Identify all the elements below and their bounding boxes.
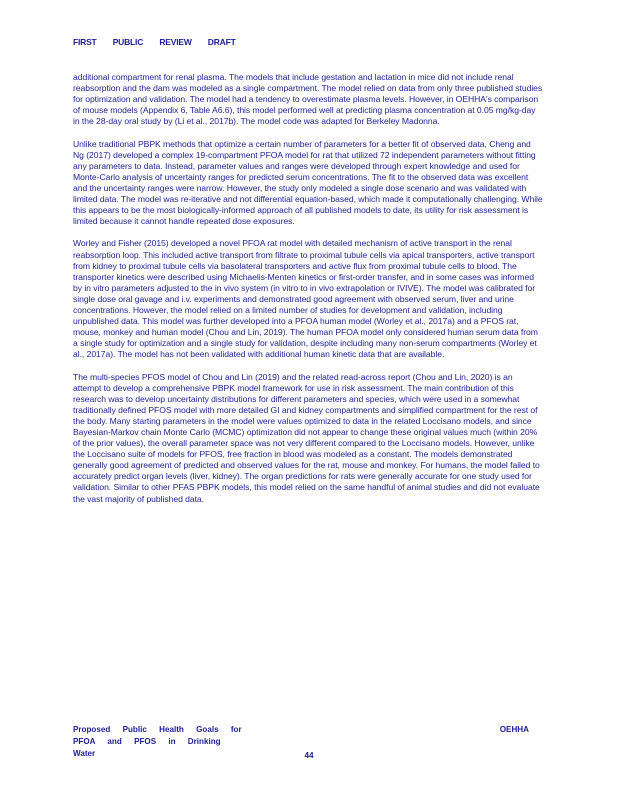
footer-organization: OEHHA (499, 725, 529, 734)
document-body (73, 72, 543, 516)
paragraph-4: The multi-species PFOS model of Chou and Lin (2019) and the related read-across report (Chou and Lin, 2020) is an attempt to develop a comprehensive PBPK model framework for use in risk assessment. The main contribution of this research was to develop uncertainty distributions for different parameters and species, which were used in a somewhat traditionally defined PFOS model with more detailed GI and kidney compartments and simplified compartment for the rest of the body. Many starting parameters in the model were values optimized to data in the related Loccisano models, and since Bayesian-Markov chain Monte Carlo (MCMC) optimization did not appear to change these original values much (within 20% of the prior values), the overall parameter space was not very different compared to the Loccisano models. However, unlike the Loccisano suite of models for PFOS, free fraction in blood was modeled as a constant. The models demonstrated generally good agreement of predicted and observed values for the rat, mouse and monkey. For humans, the model failed to accurately predict organ levels (liver, kidney). The organ predictions for rats were generally accurate for one study used for validation. Similar to other PFAS PBPK models, this model relied on the same handful of animal studies and did not evaluate the vast majority of published data. (73, 371, 540, 504)
footer-document-title: Proposed Public Health Goals for PFOA and PFOS in Drinking Water (73, 725, 242, 758)
paragraph-2: Unlike traditional PBPK methods that optimize a certain number of parameters for a better fit of observed data, Cheng and Ng (2017) developed a complex 19-compartment PFOA model for rat that utilized 72 independent parameters without fitting any parameters to data. Instead, parameter values and ranges were developed through expert knowledge and used for Monte-Carlo analysis of uncertainty ranges for predicted serum concentrations. The fit to the observed data was excellent and the uncertainty ranges were narrow. However, the study only modeled a single dose scenario and was validated with limited data. The model was re-iterative and not differential equation-based, which made it computationally challenging. While this appears to be the most biologically-informed approach of all published models to date, its utility for risk assessment is limited because it cannot handle repeated dose exposures. (73, 138, 543, 227)
draft-header: FIRST PUBLIC REVIEW DRAFT (73, 37, 236, 47)
page-number: 44 (304, 751, 314, 760)
paragraph-1: additional compartment for renal plasma. The models that include gestation and lactation in mice did not include renal reabsorption and the dam was modeled as a single compartment. The model relied on data from only three published studies for optimization and validation. The model had a tendency to overestimate plasma levels. However, in OEHHA's comparison of mouse models (Appendix 6, Table A6.6), this model performed well at predicting plasma concentration at 0.05 mg/kg-day in the 28-day oral study by (Li et al., 2017b). The model code was adapted for Berkeley Madonna. (73, 72, 543, 127)
paragraph-3: Worley and Fisher (2015) developed a novel PFOA rat model with detailed mechanism of active transport in the renal reabsorption loop. This included active transport from filtrate to proximal tubule cells via apical transporters, active transport from kidney to proximal tubule cells via basolateral transporters and active flux from proximal tubule cells to blood. The transporter kinetics were described using Michaelis-Menten kinetics or first-order transfer, and in some cases was informed by in vitro parameters adjusted to the in vivo system (in vitro to in vivo extrapolation or IVIVE). The model was calibrated for single dose oral gavage and i.v. experiments and demonstrated good agreement with observed serum, liver and urine concentrations. However, the model relied on a limited number of studies for development and validation, including unpublished data. This model was further developed into a PFOA human model (Worley et al., 2017a) and a PFOS rat, mouse, monkey and human model (Chou and Lin, 2019). The human PFOA model only considered human serum data from a single study for optimization and a single study for validation, despite including many non-serum compartments (Worley et al., 2017a). The model has not been validated with additional human kinetic data that are available. (73, 238, 538, 360)
